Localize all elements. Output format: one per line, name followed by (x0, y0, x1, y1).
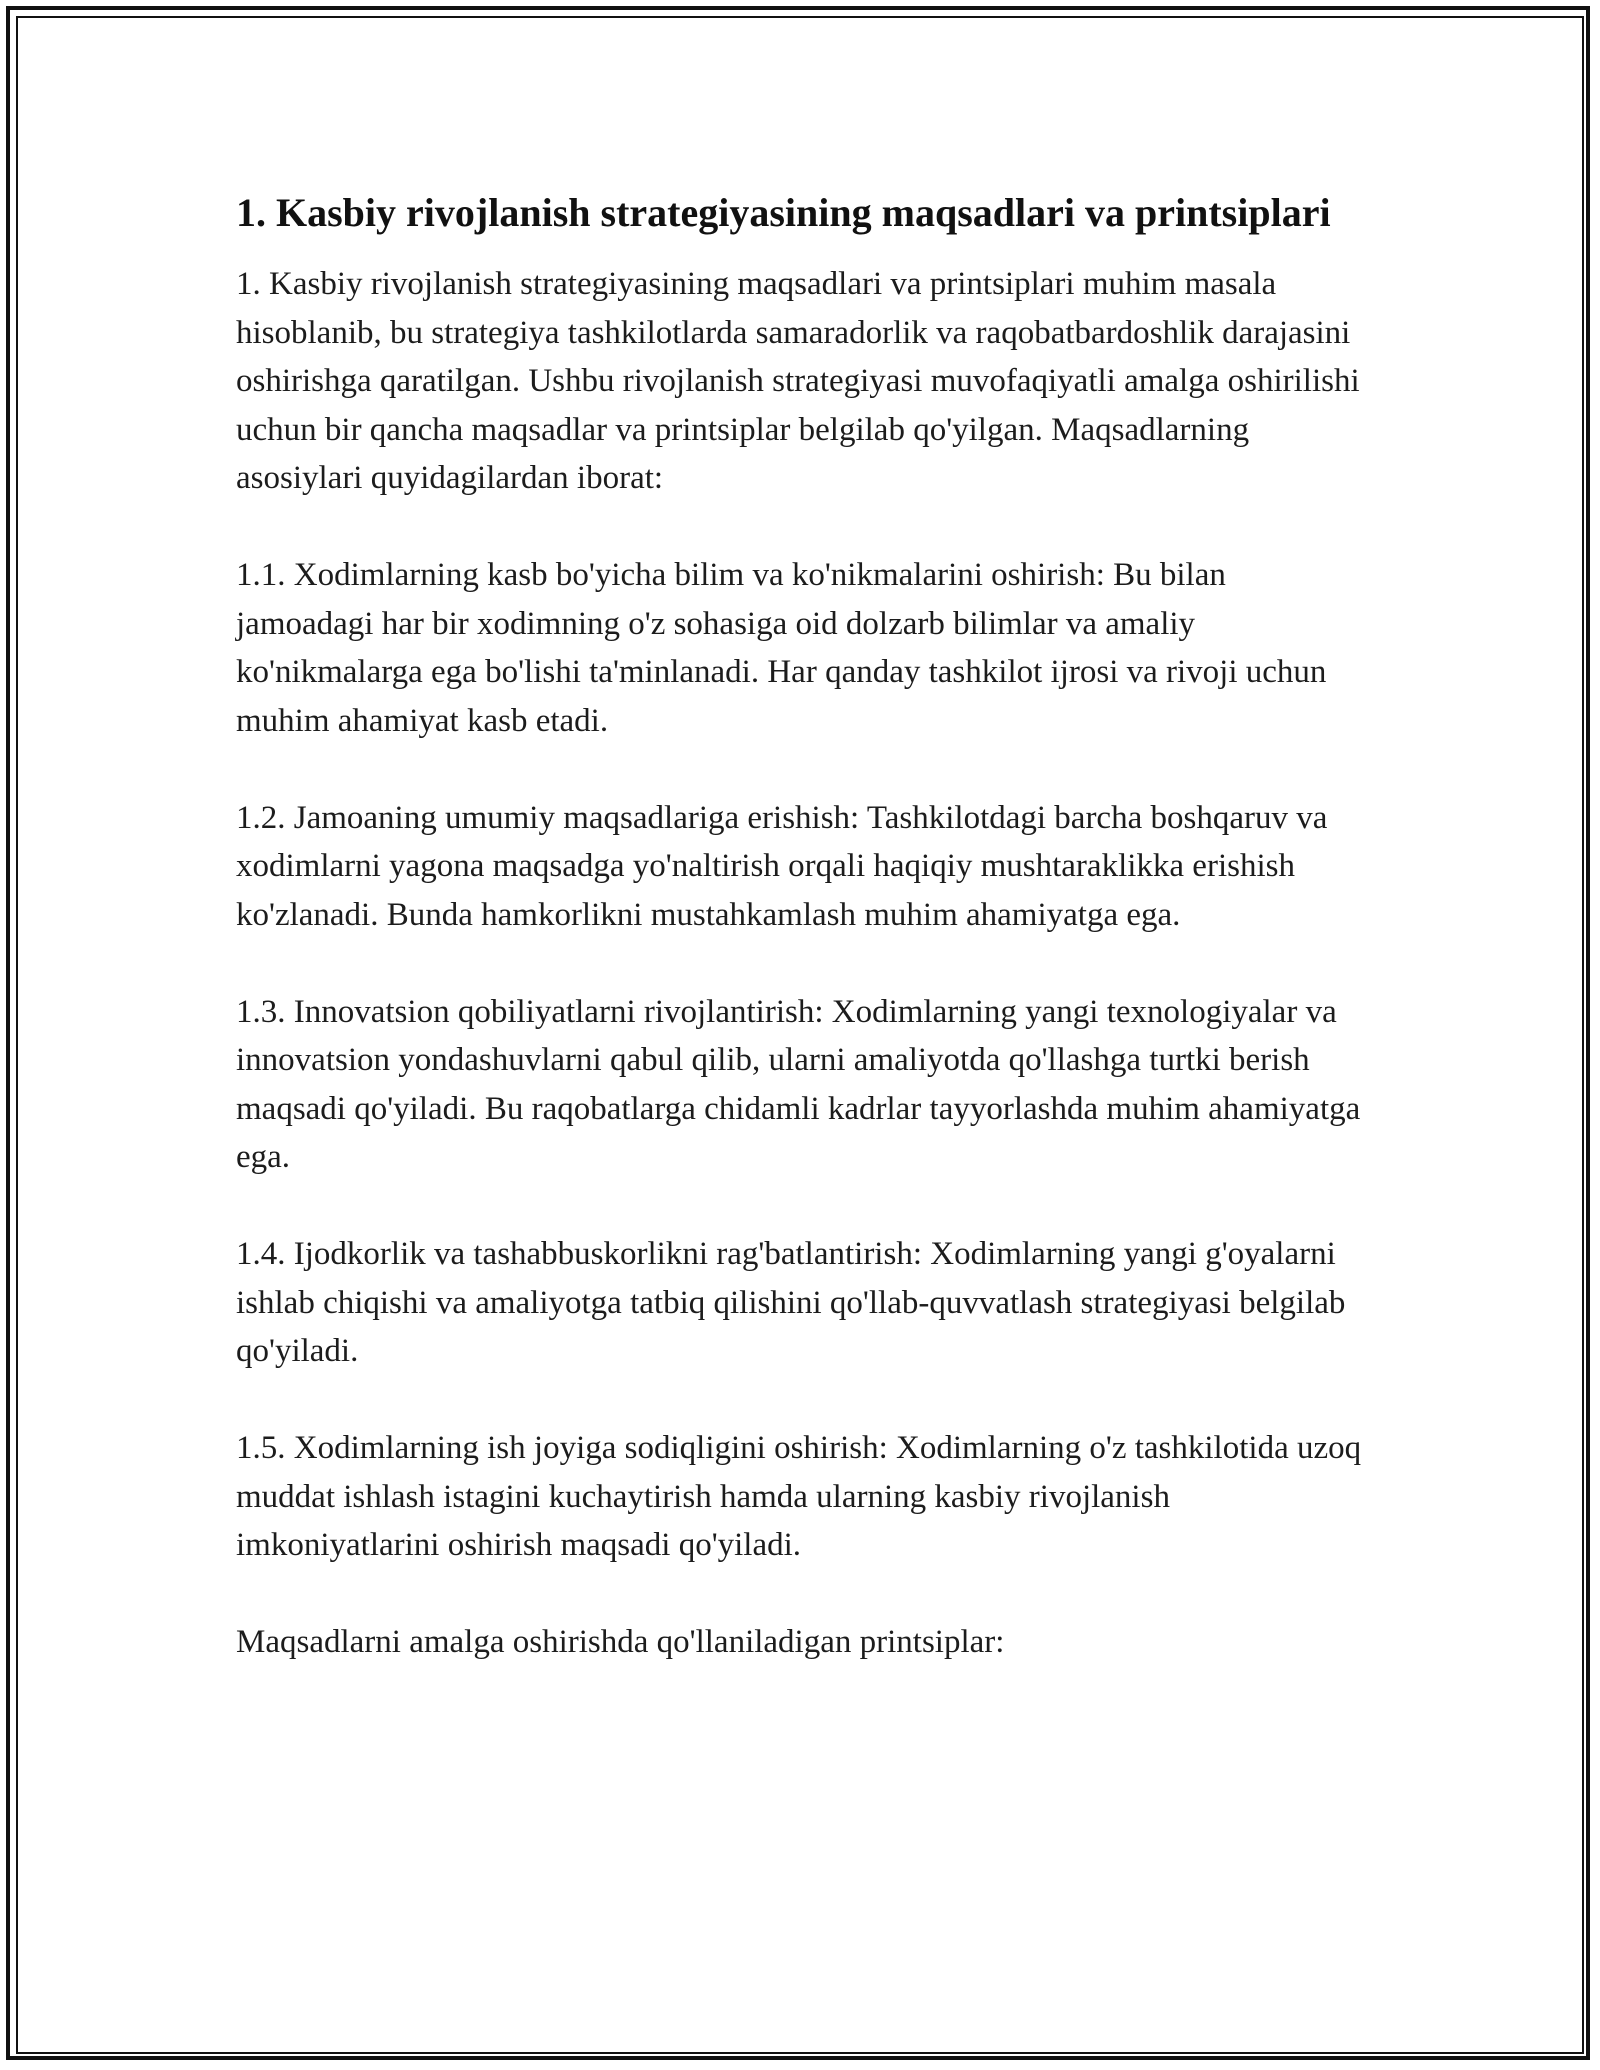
goal-paragraph-1-2: 1.2. Jamoaning umumiy maqsadlariga erishish: Tashkilotdagi barcha boshqaruv va xodimlarni yagona maqsadga yo'naltirish orqali haqiqiy mushtaraklikka erishish ko'zlanadi. Bunda hamkorlikni mustahkamlash muhim ahamiyatga ega. (236, 799, 1328, 933)
document-body (236, 186, 1366, 1667)
intro-paragraph: 1. Kasbiy rivojlanish strategiyasining maqsadlari va printsiplari muhim masala hisoblanib, bu strategiya tashkilotlarda samaradorlik va raqobatbardoshlik darajasini oshirishga qaratilgan. Ushbu rivojlanish strategiyasi muvofaqiyatli amalga oshirilishi uchun bir qancha maqsadlar va printsiplar belgilab qo'yilgan. Maqsadlarning asosiylari quyidagilardan iborat: (236, 266, 1360, 496)
page-title: 1. Kasbiy rivojlanish strategiyasining maqsadlari va printsiplari (236, 190, 1331, 235)
goal-paragraph-1-5: 1.5. Xodimlarning ish joyiga sodiqligini oshirish: Xodimlarning o'z tashkilotida uzoq muddat ishlash istagini kuchaytirish hamda ularning kasbiy rivojlanish imkoniyatlarini oshirish maqsadi qo'yiladi. (236, 1430, 1362, 1563)
goal-paragraph-1-3: 1.3. Innovatsion qobiliyatlarni rivojlantirish: Xodimlarning yangi texnologiyalar va innovatsion yondashuvlarni qabul qilib, ularni amaliyotda qo'llashga turtki berish maqsadi qo'yiladi. Bu raqobatlarga chidamli kadrlar tayyorlashda muhim ahamiyatga ega. (236, 993, 1361, 1175)
principles-heading-paragraph: Maqsadlarni amalga oshirishda qo'llaniladigan printsiplar: (236, 1624, 1005, 1660)
goal-paragraph-1-4: 1.4. Ijodkorlik va tashabbuskorlikni rag'batlantirish: Xodimlarning yangi g'oyalarni ishlab chiqishi va amaliyotga tatbiq qilishini qo'llab-quvvatlash strategiyasi belgilab qo'yiladi. (236, 1236, 1346, 1369)
goal-paragraph-1-1: 1.1. Xodimlarning kasb bo'yicha bilim va ko'nikmalarini oshirish: Bu bilan jamoadagi har bir xodimning o'z sohasiga oid dolzarb bilimlar va amaliy ko'nikmalarga ega bo'lishi ta'minlanadi. Har qanday tashkilot ijrosi va rivoji uchun muhim ahamiyat kasb etadi. (236, 557, 1327, 739)
